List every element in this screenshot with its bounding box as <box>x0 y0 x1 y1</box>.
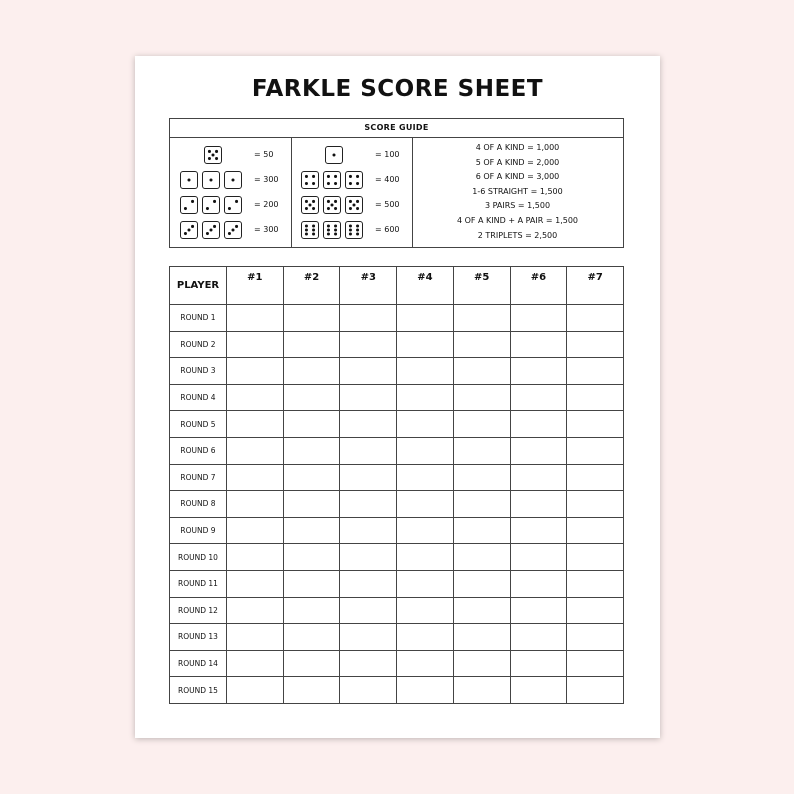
score-cell[interactable] <box>227 570 284 597</box>
score-cell[interactable] <box>397 384 454 411</box>
score-cell[interactable] <box>567 624 624 651</box>
score-cell[interactable] <box>453 437 510 464</box>
round-label: ROUND 15 <box>170 677 227 704</box>
triple-scores-column <box>291 137 413 247</box>
score-cell[interactable] <box>397 437 454 464</box>
round-row <box>170 624 624 651</box>
score-cell[interactable] <box>453 491 510 518</box>
score-cell[interactable] <box>567 358 624 385</box>
score-cell[interactable] <box>567 544 624 571</box>
dice-row <box>180 169 246 191</box>
combo-scores-column <box>412 137 623 247</box>
score-cell[interactable] <box>510 437 567 464</box>
score-cell[interactable] <box>567 517 624 544</box>
score-cell[interactable] <box>227 411 284 438</box>
score-cell[interactable] <box>397 650 454 677</box>
score-cell[interactable] <box>283 384 340 411</box>
score-cell[interactable] <box>510 464 567 491</box>
die-one-icon <box>325 146 343 164</box>
score-cell[interactable] <box>453 517 510 544</box>
player-column-header: #6 <box>510 267 567 305</box>
score-cell[interactable] <box>510 491 567 518</box>
score-cell[interactable] <box>283 358 340 385</box>
score-cell[interactable] <box>227 624 284 651</box>
score-cell[interactable] <box>340 384 397 411</box>
dice-score-label: = 500 <box>375 200 400 209</box>
round-row <box>170 491 624 518</box>
score-cell[interactable] <box>397 597 454 624</box>
dice-row <box>301 219 367 241</box>
combo-score-item: 4 OF A KIND + A PAIR = 1,500 <box>456 215 579 225</box>
score-cell[interactable] <box>283 437 340 464</box>
score-cell[interactable] <box>567 650 624 677</box>
die-two-icon <box>224 196 242 214</box>
player-column-header: #3 <box>340 267 397 305</box>
score-cell[interactable] <box>397 491 454 518</box>
single-scores-column <box>170 137 292 247</box>
score-cell[interactable] <box>283 650 340 677</box>
score-cell[interactable] <box>453 597 510 624</box>
round-label: ROUND 8 <box>170 491 227 518</box>
round-label: ROUND 10 <box>170 544 227 571</box>
die-three-icon <box>202 221 220 239</box>
score-cell[interactable] <box>340 597 397 624</box>
die-five-icon <box>345 196 363 214</box>
round-row <box>170 358 624 385</box>
score-cell[interactable] <box>453 544 510 571</box>
score-cell[interactable] <box>340 570 397 597</box>
round-label: ROUND 3 <box>170 358 227 385</box>
score-cell[interactable] <box>567 384 624 411</box>
round-row <box>170 331 624 358</box>
dice-row <box>180 194 246 216</box>
score-cell[interactable] <box>397 305 454 332</box>
score-cell[interactable] <box>397 411 454 438</box>
round-label: ROUND 13 <box>170 624 227 651</box>
score-cell[interactable] <box>283 517 340 544</box>
round-label: ROUND 14 <box>170 650 227 677</box>
score-cell[interactable] <box>397 570 454 597</box>
score-cell[interactable] <box>453 305 510 332</box>
score-cell[interactable] <box>567 464 624 491</box>
score-cell[interactable] <box>340 331 397 358</box>
score-cell[interactable] <box>227 544 284 571</box>
die-four-icon <box>345 171 363 189</box>
score-cell[interactable] <box>510 597 567 624</box>
score-cell[interactable] <box>397 544 454 571</box>
score-cell[interactable] <box>227 597 284 624</box>
score-cell[interactable] <box>510 517 567 544</box>
dice-row <box>180 219 246 241</box>
dice-row <box>204 144 226 166</box>
score-cell[interactable] <box>340 624 397 651</box>
score-cell[interactable] <box>283 464 340 491</box>
score-cell[interactable] <box>340 411 397 438</box>
round-row <box>170 384 624 411</box>
round-label: ROUND 7 <box>170 464 227 491</box>
die-one-icon <box>180 171 198 189</box>
die-six-icon <box>323 221 341 239</box>
round-label: ROUND 9 <box>170 517 227 544</box>
die-three-icon <box>180 221 198 239</box>
die-six-icon <box>301 221 319 239</box>
score-cell[interactable] <box>283 411 340 438</box>
score-cell[interactable] <box>567 437 624 464</box>
combo-score-item: 1-6 STRAIGHT = 1,500 <box>472 186 563 196</box>
score-cell[interactable] <box>283 570 340 597</box>
die-three-icon <box>224 221 242 239</box>
dice-row <box>325 144 347 166</box>
dice-score-label: = 300 <box>254 225 279 234</box>
score-cell[interactable] <box>340 544 397 571</box>
score-cell[interactable] <box>453 411 510 438</box>
score-cell[interactable] <box>340 358 397 385</box>
round-row <box>170 517 624 544</box>
round-label: ROUND 4 <box>170 384 227 411</box>
score-cell[interactable] <box>397 358 454 385</box>
score-cell[interactable] <box>227 358 284 385</box>
dice-score-label: = 300 <box>254 175 279 184</box>
combo-score-item: 3 PAIRS = 1,500 <box>484 201 551 211</box>
score-cell[interactable] <box>227 305 284 332</box>
score-cell[interactable] <box>340 491 397 518</box>
score-cell[interactable] <box>510 544 567 571</box>
dice-score-label: = 50 <box>254 150 274 159</box>
player-column-header: #4 <box>397 267 454 305</box>
round-row <box>170 437 624 464</box>
combo-score-item: 6 OF A KIND = 3,000 <box>475 172 560 182</box>
die-five-icon <box>323 196 341 214</box>
round-label: ROUND 12 <box>170 597 227 624</box>
round-row <box>170 570 624 597</box>
combo-score-item: 5 OF A KIND = 2,000 <box>475 157 560 167</box>
score-cell[interactable] <box>510 570 567 597</box>
score-cell[interactable] <box>340 437 397 464</box>
score-table <box>169 266 624 704</box>
score-cell[interactable] <box>397 624 454 651</box>
round-row <box>170 597 624 624</box>
score-cell[interactable] <box>283 305 340 332</box>
die-one-icon <box>202 171 220 189</box>
dice-row <box>301 169 367 191</box>
score-cell[interactable] <box>283 331 340 358</box>
score-cell[interactable] <box>397 517 454 544</box>
score-cell[interactable] <box>453 677 510 704</box>
die-two-icon <box>180 196 198 214</box>
score-cell[interactable] <box>283 597 340 624</box>
dice-score-label: = 600 <box>375 225 400 234</box>
score-cell[interactable] <box>340 650 397 677</box>
score-cell[interactable] <box>340 517 397 544</box>
player-header: PLAYER <box>170 267 227 305</box>
combo-score-item: 2 TRIPLETS = 2,500 <box>477 230 558 240</box>
score-cell[interactable] <box>453 650 510 677</box>
dice-score-label: = 400 <box>375 175 400 184</box>
score-cell[interactable] <box>510 331 567 358</box>
round-label: ROUND 2 <box>170 331 227 358</box>
score-cell[interactable] <box>340 464 397 491</box>
score-cell[interactable] <box>340 305 397 332</box>
score-guide <box>169 118 624 248</box>
round-row <box>170 650 624 677</box>
score-cell[interactable] <box>397 464 454 491</box>
die-one-icon <box>224 171 242 189</box>
die-five-icon <box>204 146 222 164</box>
score-cell[interactable] <box>510 384 567 411</box>
score-cell[interactable] <box>397 677 454 704</box>
round-label: ROUND 11 <box>170 570 227 597</box>
score-cell[interactable] <box>283 677 340 704</box>
player-column-header: #2 <box>283 267 340 305</box>
score-sheet-page <box>135 56 660 738</box>
score-cell[interactable] <box>227 464 284 491</box>
score-cell[interactable] <box>340 677 397 704</box>
score-cell[interactable] <box>453 331 510 358</box>
score-cell[interactable] <box>510 677 567 704</box>
score-cell[interactable] <box>227 517 284 544</box>
score-cell[interactable] <box>567 677 624 704</box>
score-cell[interactable] <box>510 624 567 651</box>
round-row <box>170 411 624 438</box>
score-cell[interactable] <box>567 570 624 597</box>
score-cell[interactable] <box>567 597 624 624</box>
die-five-icon <box>301 196 319 214</box>
die-four-icon <box>323 171 341 189</box>
dice-score-label: = 100 <box>375 150 400 159</box>
round-row <box>170 677 624 704</box>
score-cell[interactable] <box>567 331 624 358</box>
round-label: ROUND 6 <box>170 437 227 464</box>
score-cell[interactable] <box>510 650 567 677</box>
round-row <box>170 464 624 491</box>
round-row <box>170 305 624 332</box>
round-row <box>170 544 624 571</box>
die-six-icon <box>345 221 363 239</box>
player-column-header: #5 <box>453 267 510 305</box>
score-cell[interactable] <box>510 305 567 332</box>
score-cell[interactable] <box>283 491 340 518</box>
score-cell[interactable] <box>227 677 284 704</box>
score-cell[interactable] <box>510 358 567 385</box>
score-guide-header: SCORE GUIDE <box>170 119 623 138</box>
score-cell[interactable] <box>453 570 510 597</box>
score-cell[interactable] <box>567 411 624 438</box>
page-title: FARKLE SCORE SHEET <box>251 76 544 102</box>
score-cell[interactable] <box>453 384 510 411</box>
score-cell[interactable] <box>453 624 510 651</box>
score-cell[interactable] <box>227 650 284 677</box>
dice-score-label: = 200 <box>254 200 279 209</box>
round-label: ROUND 1 <box>170 305 227 332</box>
score-cell[interactable] <box>567 491 624 518</box>
score-cell[interactable] <box>227 491 284 518</box>
score-cell[interactable] <box>227 384 284 411</box>
die-two-icon <box>202 196 220 214</box>
score-cell[interactable] <box>510 411 567 438</box>
player-column-header: #1 <box>227 267 284 305</box>
die-four-icon <box>301 171 319 189</box>
score-cell[interactable] <box>283 544 340 571</box>
player-column-header: #7 <box>567 267 624 305</box>
combo-score-item: 4 OF A KIND = 1,000 <box>475 143 560 152</box>
score-cell[interactable] <box>453 464 510 491</box>
round-label: ROUND 5 <box>170 411 227 438</box>
score-cell[interactable] <box>567 305 624 332</box>
dice-row <box>301 194 367 216</box>
score-cell[interactable] <box>283 624 340 651</box>
score-cell[interactable] <box>227 331 284 358</box>
score-cell[interactable] <box>397 331 454 358</box>
score-cell[interactable] <box>453 358 510 385</box>
score-cell[interactable] <box>227 437 284 464</box>
